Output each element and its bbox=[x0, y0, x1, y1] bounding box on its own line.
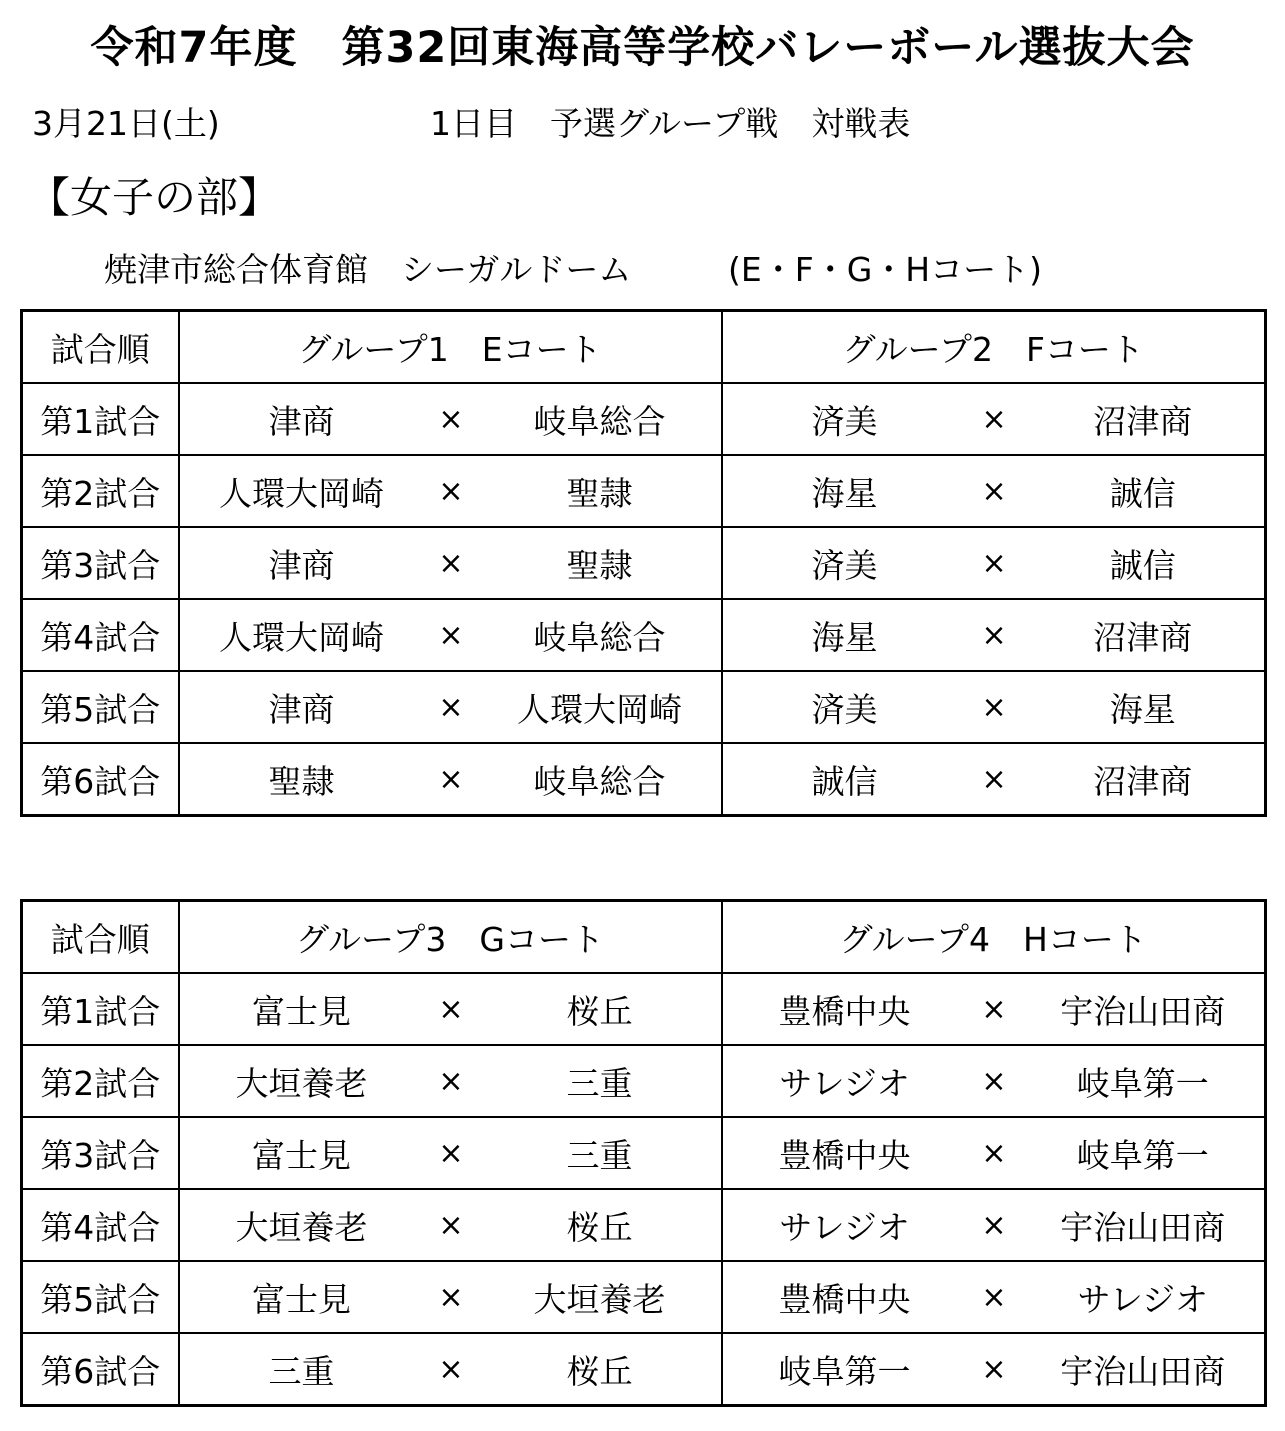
team-name: 岐阜第一 bbox=[1022, 1117, 1266, 1189]
team-name: 沼津商 bbox=[1022, 383, 1266, 455]
match-row bbox=[22, 599, 1266, 671]
schedule-body bbox=[22, 901, 1266, 1406]
team-name: 誠信 bbox=[1022, 527, 1266, 599]
versus-mark: × bbox=[424, 455, 479, 527]
match-row bbox=[22, 743, 1266, 816]
order-header: 試合順 bbox=[22, 311, 179, 384]
versus-mark: × bbox=[967, 599, 1022, 671]
versus-mark: × bbox=[967, 671, 1022, 743]
team-name: 豊橋中央 bbox=[722, 973, 967, 1045]
team-name: 岐阜第一 bbox=[1022, 1045, 1266, 1117]
team-name: 豊橋中央 bbox=[722, 1261, 967, 1333]
team-name: 済美 bbox=[722, 527, 967, 599]
match-row bbox=[22, 383, 1266, 455]
match-row bbox=[22, 527, 1266, 599]
page-title: 令和7年度 第32回東海高等学校バレーボール選抜大会 bbox=[90, 23, 1195, 73]
versus-mark: × bbox=[424, 527, 479, 599]
match-row bbox=[22, 455, 1266, 527]
match-order: 第4試合 bbox=[22, 1189, 179, 1261]
versus-mark: × bbox=[424, 599, 479, 671]
versus-mark: × bbox=[424, 973, 479, 1045]
versus-mark: × bbox=[967, 1117, 1022, 1189]
versus-mark: × bbox=[967, 973, 1022, 1045]
match-order: 第2試合 bbox=[22, 1045, 179, 1117]
versus-mark: × bbox=[424, 671, 479, 743]
team-name: 人環大岡崎 bbox=[179, 455, 424, 527]
match-row bbox=[22, 671, 1266, 743]
versus-mark: × bbox=[967, 455, 1022, 527]
team-name: 岐阜第一 bbox=[722, 1333, 967, 1406]
team-name: 宇治山田商 bbox=[1022, 1189, 1266, 1261]
group-a-header: グループ3 Gコート bbox=[179, 901, 722, 974]
team-name: 桜丘 bbox=[479, 1189, 722, 1261]
team-name: 岐阜総合 bbox=[479, 383, 722, 455]
versus-mark: × bbox=[967, 1261, 1022, 1333]
schedule-table-groups-1-2 bbox=[20, 309, 1267, 817]
team-name: 誠信 bbox=[1022, 455, 1266, 527]
team-name: 海星 bbox=[722, 599, 967, 671]
team-name: 宇治山田商 bbox=[1022, 973, 1266, 1045]
match-row bbox=[22, 1333, 1266, 1406]
team-name: 宇治山田商 bbox=[1022, 1333, 1266, 1406]
team-name: 海星 bbox=[722, 455, 967, 527]
group-b-header: グループ4 Hコート bbox=[722, 901, 1266, 974]
match-row bbox=[22, 1261, 1266, 1333]
versus-mark: × bbox=[967, 1189, 1022, 1261]
team-name: 誠信 bbox=[722, 743, 967, 816]
schedule-table-groups-3-4 bbox=[20, 899, 1267, 1407]
team-name: 富士見 bbox=[179, 1261, 424, 1333]
match-order: 第1試合 bbox=[22, 383, 179, 455]
team-name: 桜丘 bbox=[479, 973, 722, 1045]
match-order: 第6試合 bbox=[22, 1333, 179, 1406]
versus-mark: × bbox=[967, 743, 1022, 816]
header-row bbox=[22, 901, 1266, 974]
versus-mark: × bbox=[424, 1117, 479, 1189]
team-name: サレジオ bbox=[1022, 1261, 1266, 1333]
team-name: サレジオ bbox=[722, 1189, 967, 1261]
team-name: 沼津商 bbox=[1022, 599, 1266, 671]
versus-mark: × bbox=[967, 527, 1022, 599]
versus-mark: × bbox=[967, 1333, 1022, 1406]
team-name: 海星 bbox=[1022, 671, 1266, 743]
team-name: 大垣養老 bbox=[179, 1189, 424, 1261]
match-row bbox=[22, 1045, 1266, 1117]
versus-mark: × bbox=[424, 1045, 479, 1117]
team-name: 三重 bbox=[479, 1045, 722, 1117]
team-name: 聖隷 bbox=[479, 455, 722, 527]
match-order: 第4試合 bbox=[22, 599, 179, 671]
match-order: 第2試合 bbox=[22, 455, 179, 527]
versus-mark: × bbox=[424, 1189, 479, 1261]
division-heading: 【女子の部】 bbox=[28, 173, 281, 222]
venue-name: 焼津市総合体育館 シーガルドーム bbox=[104, 250, 632, 289]
match-order: 第5試合 bbox=[22, 1261, 179, 1333]
team-name: 津商 bbox=[179, 671, 424, 743]
group-b-header: グループ2 Fコート bbox=[722, 311, 1266, 384]
team-name: 桜丘 bbox=[479, 1333, 722, 1406]
court-list: (E・F・G・Hコート) bbox=[728, 250, 1042, 289]
team-name: 岐阜総合 bbox=[479, 743, 722, 816]
team-name: 聖隷 bbox=[479, 527, 722, 599]
match-order: 第1試合 bbox=[22, 973, 179, 1045]
versus-mark: × bbox=[424, 1261, 479, 1333]
match-order: 第3試合 bbox=[22, 1117, 179, 1189]
team-name: 人環大岡崎 bbox=[179, 599, 424, 671]
team-name: 津商 bbox=[179, 527, 424, 599]
day-label: 1日目 予選グループ戦 対戦表 bbox=[430, 104, 911, 143]
team-name: 豊橋中央 bbox=[722, 1117, 967, 1189]
team-name: 済美 bbox=[722, 671, 967, 743]
event-date: 3月21日(土) bbox=[32, 104, 220, 143]
versus-mark: × bbox=[424, 383, 479, 455]
team-name: 富士見 bbox=[179, 1117, 424, 1189]
match-order: 第5試合 bbox=[22, 671, 179, 743]
team-name: 三重 bbox=[179, 1333, 424, 1406]
match-order: 第6試合 bbox=[22, 743, 179, 816]
team-name: サレジオ bbox=[722, 1045, 967, 1117]
versus-mark: × bbox=[424, 1333, 479, 1406]
team-name: 大垣養老 bbox=[179, 1045, 424, 1117]
team-name: 大垣養老 bbox=[479, 1261, 722, 1333]
match-row bbox=[22, 1117, 1266, 1189]
order-header: 試合順 bbox=[22, 901, 179, 974]
team-name: 津商 bbox=[179, 383, 424, 455]
versus-mark: × bbox=[967, 383, 1022, 455]
header-row bbox=[22, 311, 1266, 384]
team-name: 富士見 bbox=[179, 973, 424, 1045]
schedule-body bbox=[22, 311, 1266, 816]
team-name: 沼津商 bbox=[1022, 743, 1266, 816]
versus-mark: × bbox=[424, 743, 479, 816]
team-name: 岐阜総合 bbox=[479, 599, 722, 671]
match-row bbox=[22, 973, 1266, 1045]
group-a-header: グループ1 Eコート bbox=[179, 311, 722, 384]
match-order: 第3試合 bbox=[22, 527, 179, 599]
team-name: 人環大岡崎 bbox=[479, 671, 722, 743]
match-row bbox=[22, 1189, 1266, 1261]
team-name: 聖隷 bbox=[179, 743, 424, 816]
team-name: 三重 bbox=[479, 1117, 722, 1189]
team-name: 済美 bbox=[722, 383, 967, 455]
versus-mark: × bbox=[967, 1045, 1022, 1117]
